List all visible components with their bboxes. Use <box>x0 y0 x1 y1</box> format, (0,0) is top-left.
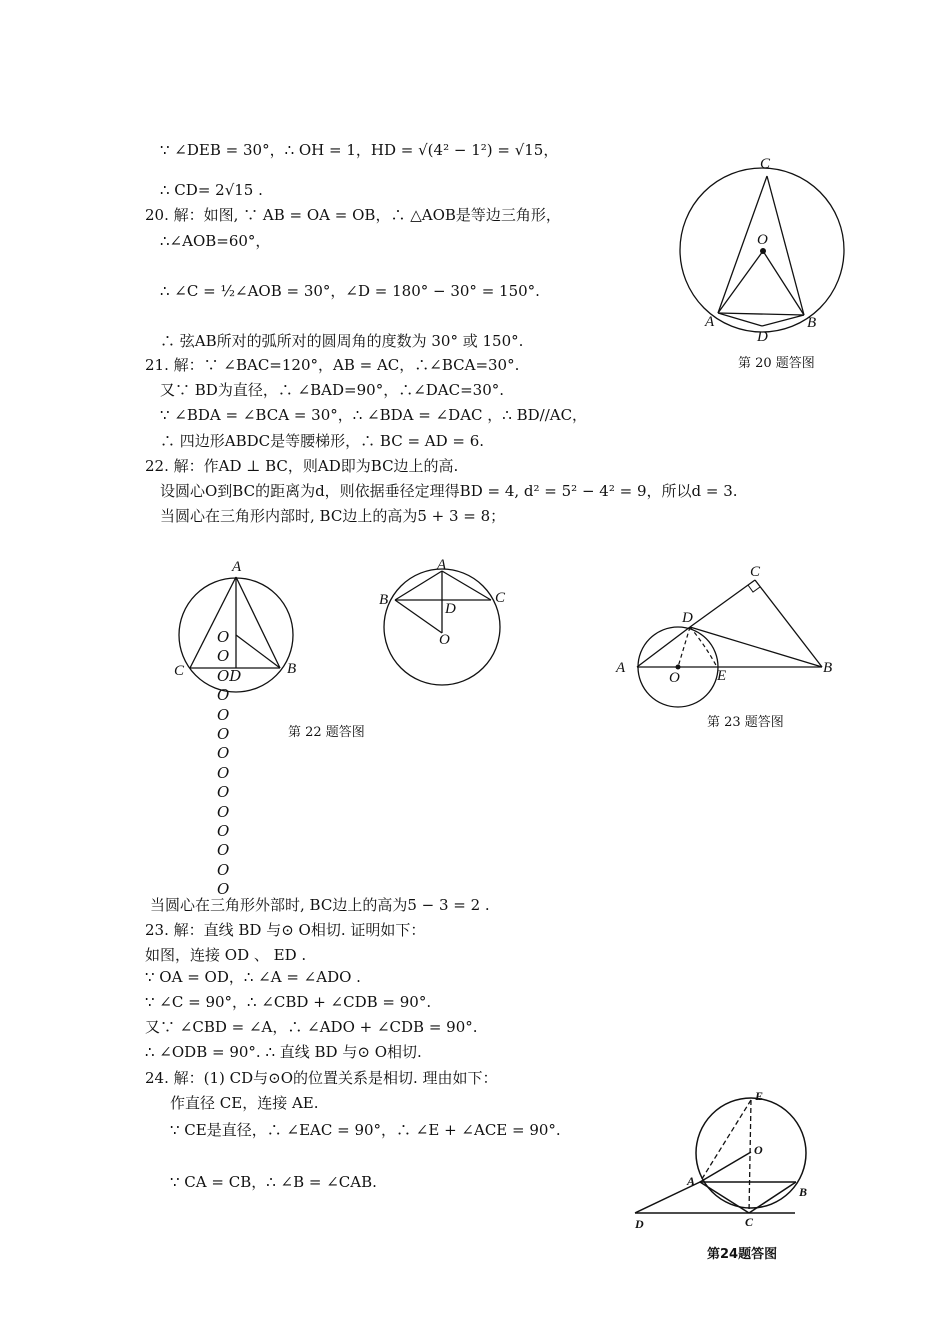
label-c: C <box>745 1215 754 1229</box>
label-b: B <box>379 592 389 608</box>
line-18: ∵ ∠C = 90°，∴ ∠CBD + ∠CDB = 90°. <box>145 993 432 1011</box>
line-9: ∵ ∠BDA = ∠BCA = 30°，∴ ∠BDA = ∠DAC ，∴ BD//AC， <box>160 406 588 424</box>
label-a: A <box>232 559 242 575</box>
label-a: A <box>705 314 715 330</box>
o-label: O <box>217 705 230 724</box>
label-c: C <box>174 663 185 679</box>
line-23: ∵ CE是直径，∴ ∠EAC = 90°，∴ ∠E + ∠ACE = 90°. <box>170 1121 561 1139</box>
line-2: ∴ CD= 2√15 . <box>160 181 263 199</box>
line-7: 21. 解：∵ ∠BAC=120°，AB = AC，∴∠BCA=30°. <box>145 356 520 374</box>
line-3: 20. 解：如图, ∵ AB = OA = OB，∴ △AOB是等边三角形， <box>145 206 561 224</box>
o-label: O <box>217 686 230 705</box>
line-15: 23. 解：直线 BD 与⊙ O相切. 证明如下： <box>145 921 426 939</box>
label-c: C <box>750 564 761 580</box>
label-o: O <box>439 632 450 648</box>
line-11: 22. 解：作AD ⊥ BC，则AD即为BC边上的高. <box>145 457 459 475</box>
o-label: O <box>217 744 230 763</box>
o-label: O <box>217 880 230 899</box>
o-label: O <box>217 647 230 666</box>
line-17: ∵ OA = OD，∴ ∠A = ∠ADO . <box>145 968 361 986</box>
line-21: 24. 解：(1) CD与⊙O的位置关系是相切. 理由如下： <box>145 1069 498 1087</box>
label-b: B <box>287 661 297 677</box>
line-8: 又∵ BD为直径，∴ ∠BAD=90°，∴∠DAC=30°. <box>160 381 505 399</box>
line-19: 又∵ ∠CBD = ∠A，∴ ∠ADO + ∠CDB = 90°. <box>145 1018 478 1036</box>
label-c: C <box>760 156 771 172</box>
figure-23 <box>610 560 840 710</box>
line-12: 设圆心O到BC的距离为d，则依据垂径定理得BD = 4, d² = 5² − 4² = 9，所以d = 3. <box>160 482 738 500</box>
figure-20 <box>670 150 850 350</box>
o-label: O <box>217 783 230 802</box>
caption-fig22: 第 22 题答图 <box>288 725 365 740</box>
caption-fig24: 第24题答图 <box>707 1247 778 1262</box>
figure-22b <box>375 555 515 695</box>
line-1: ∵ ∠DEB = 30°，∴ OH = 1，HD = √(4² − 1²) = √15， <box>160 141 559 159</box>
o-label: OD <box>217 666 242 685</box>
label-o: O <box>669 670 680 686</box>
label-b: B <box>799 1185 808 1199</box>
o-label: O <box>217 860 230 879</box>
label-d: D <box>635 1217 644 1231</box>
line-14: 当圆心在三角形外部时, BC边上的高为5 − 3 = 2 . <box>150 896 490 914</box>
line-4: ∴∠AOB=60°， <box>160 232 271 250</box>
line-20: ∴ ∠ODB = 90°. ∴ 直线 BD 与⊙ O相切. <box>145 1043 422 1061</box>
line-13: 当圆心在三角形内部时, BC边上的高为5 + 3 = 8； <box>160 507 506 525</box>
label-e: E <box>755 1089 764 1103</box>
label-b: B <box>807 315 817 331</box>
o-label: O <box>217 628 230 646</box>
label-a: A <box>616 660 626 676</box>
line-5: ∴ ∠C = ½∠AOB = 30°，∠D = 180° − 30° = 150°. <box>160 282 540 300</box>
line-10: ∴ 四边形ABDC是等腰梯形，∴ BC = AD = 6. <box>160 432 485 450</box>
line-22: 作直径 CE，连接 AE. <box>170 1094 319 1112</box>
label-e: E <box>717 668 727 684</box>
label-d: D <box>445 601 456 617</box>
label-b: B <box>823 660 833 676</box>
figure-24 <box>630 1085 820 1235</box>
o-label: O <box>217 763 230 782</box>
figure-22a <box>170 555 310 695</box>
label-o: O <box>754 1143 763 1157</box>
label-d: D <box>682 610 693 626</box>
label-o: O <box>757 232 768 248</box>
label-d: D <box>757 329 768 345</box>
o-label: O <box>217 802 230 821</box>
label-c: C <box>495 590 506 606</box>
o-label: O <box>217 821 230 840</box>
caption-fig20: 第 20 题答图 <box>738 356 815 371</box>
label-a: A <box>687 1174 696 1188</box>
label-a: A <box>437 557 447 573</box>
line-24: ∵ CA = CB，∴ ∠B = ∠CAB. <box>170 1173 377 1191</box>
caption-fig23: 第 23 题答图 <box>707 715 784 730</box>
line-16: 如图，连接 OD 、 ED . <box>145 946 307 964</box>
line-6: ∴ 弦AB所对的弧所对的圆周角的度数为 30° 或 150°. <box>160 332 524 350</box>
o-label: O <box>217 724 230 743</box>
o-label: O <box>217 841 230 860</box>
